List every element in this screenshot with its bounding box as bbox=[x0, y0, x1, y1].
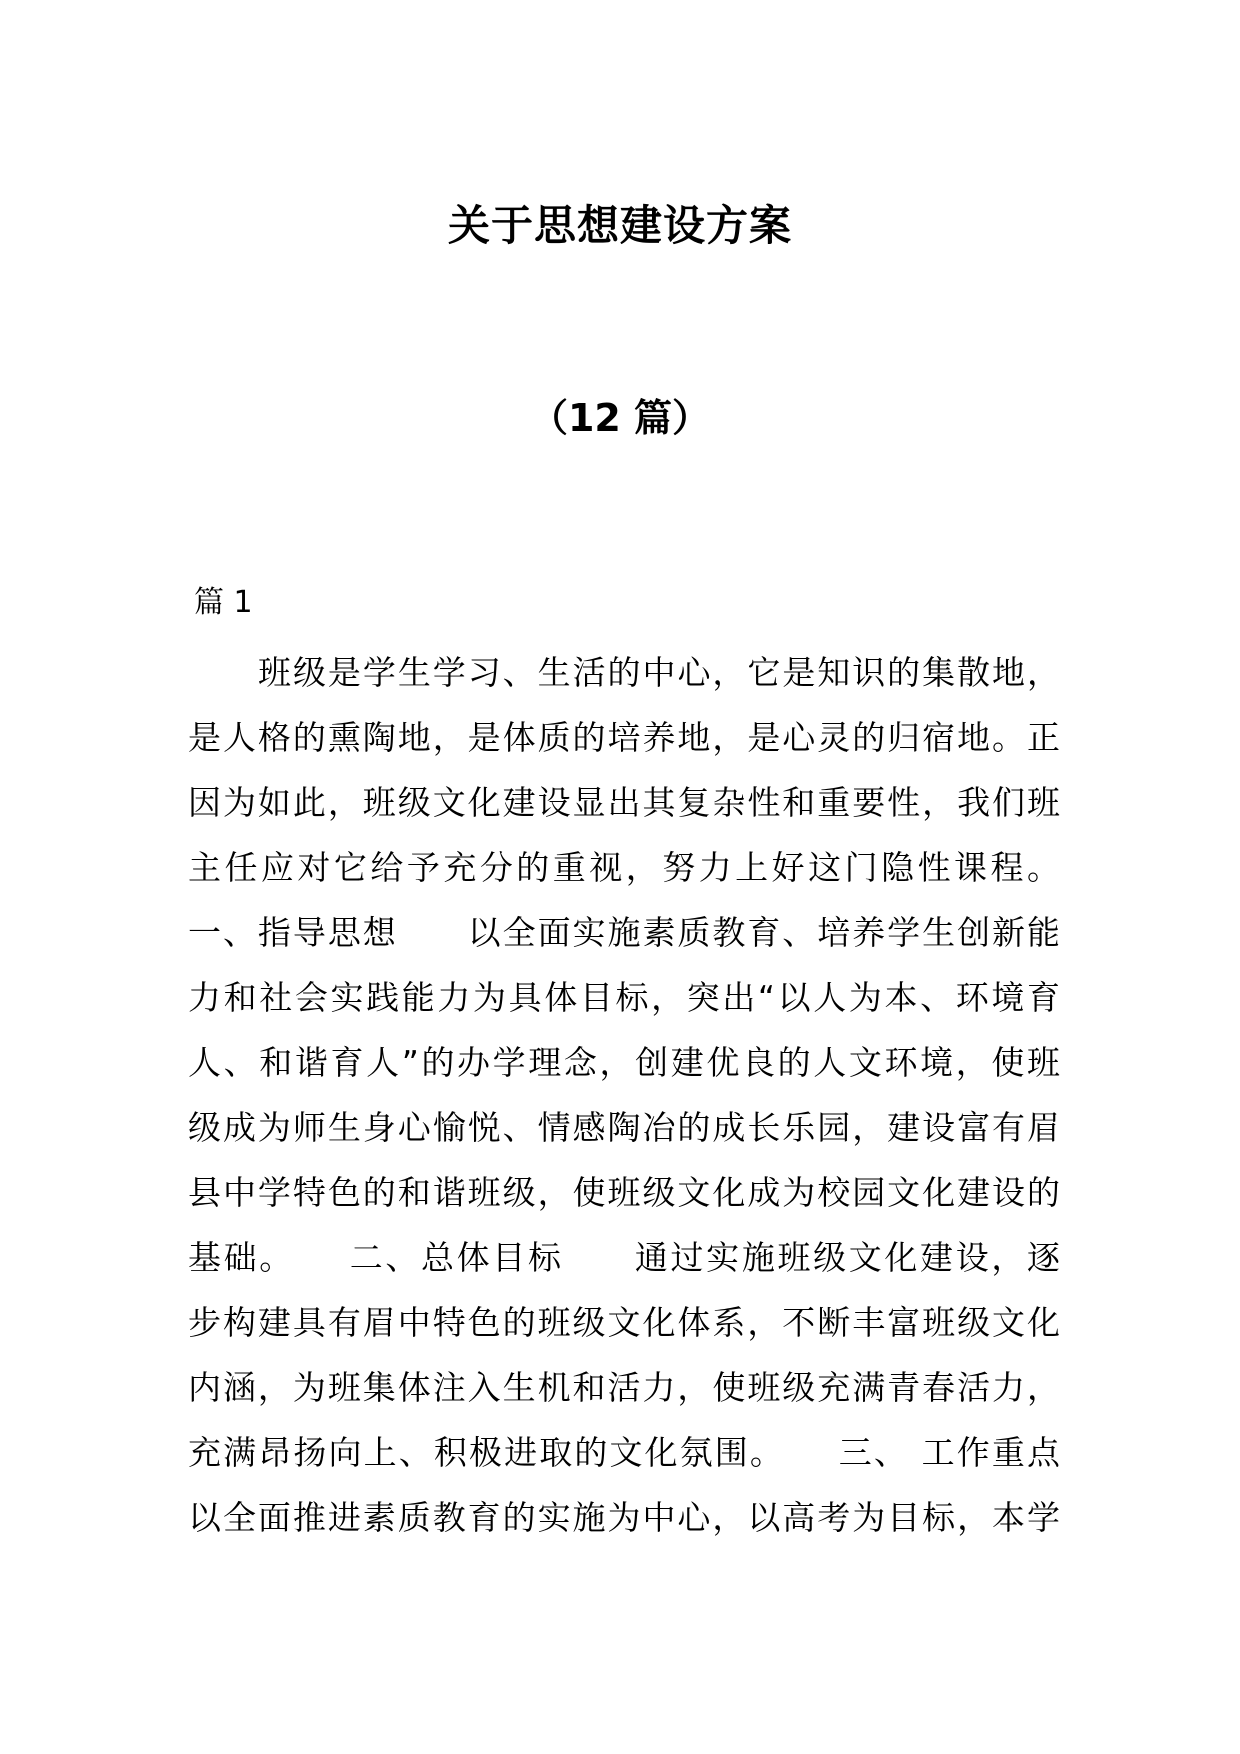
body-line: 人、和谐育人”的办学理念，创建优良的人文环境，使班 bbox=[188, 1043, 1060, 1082]
body-line: 班级是学生学习、生活的中心，它是知识的集散地， bbox=[258, 653, 1060, 692]
body-line: 因为如此，班级文化建设显出其复杂性和重要性，我们班 bbox=[188, 783, 1060, 822]
section-label: 篇 1 bbox=[194, 585, 253, 620]
body-line: 步构建具有眉中特色的班级文化体系，不断丰富班级文化 bbox=[188, 1303, 1060, 1342]
document-subtitle: （12 篇） bbox=[529, 396, 711, 440]
body-line: 是人格的熏陶地，是体质的培养地，是心灵的归宿地。正 bbox=[188, 718, 1060, 757]
body-line: 充满昂扬向上、积极进取的文化氛围。 三、 工作重点 bbox=[188, 1433, 1060, 1472]
body-line: 一、指导思想 以全面实施素质教育、培养学生创新能 bbox=[188, 913, 1060, 952]
body-line: 级成为师生身心愉悦、情感陶冶的成长乐园，建设富有眉 bbox=[188, 1108, 1060, 1147]
document-title: 关于思想建设方案 bbox=[447, 201, 792, 250]
body-text bbox=[188, 640, 1060, 1550]
body-line: 县中学特色的和谐班级，使班级文化成为校园文化建设的 bbox=[188, 1173, 1060, 1212]
body-line: 力和社会实践能力为具体目标，突出“以人为本、环境育 bbox=[188, 978, 1060, 1017]
body-line: 主任应对它给予充分的重视，努力上好这门隐性课程。 bbox=[188, 848, 1060, 887]
body-line: 内涵，为班集体注入生机和活力，使班级充满青春活力， bbox=[188, 1368, 1060, 1407]
body-line: 以全面推进素质教育的实施为中心，以高考为目标，本学 bbox=[188, 1498, 1060, 1537]
body-line: 基础。 二、总体目标 通过实施班级文化建设，逐 bbox=[188, 1238, 1060, 1277]
